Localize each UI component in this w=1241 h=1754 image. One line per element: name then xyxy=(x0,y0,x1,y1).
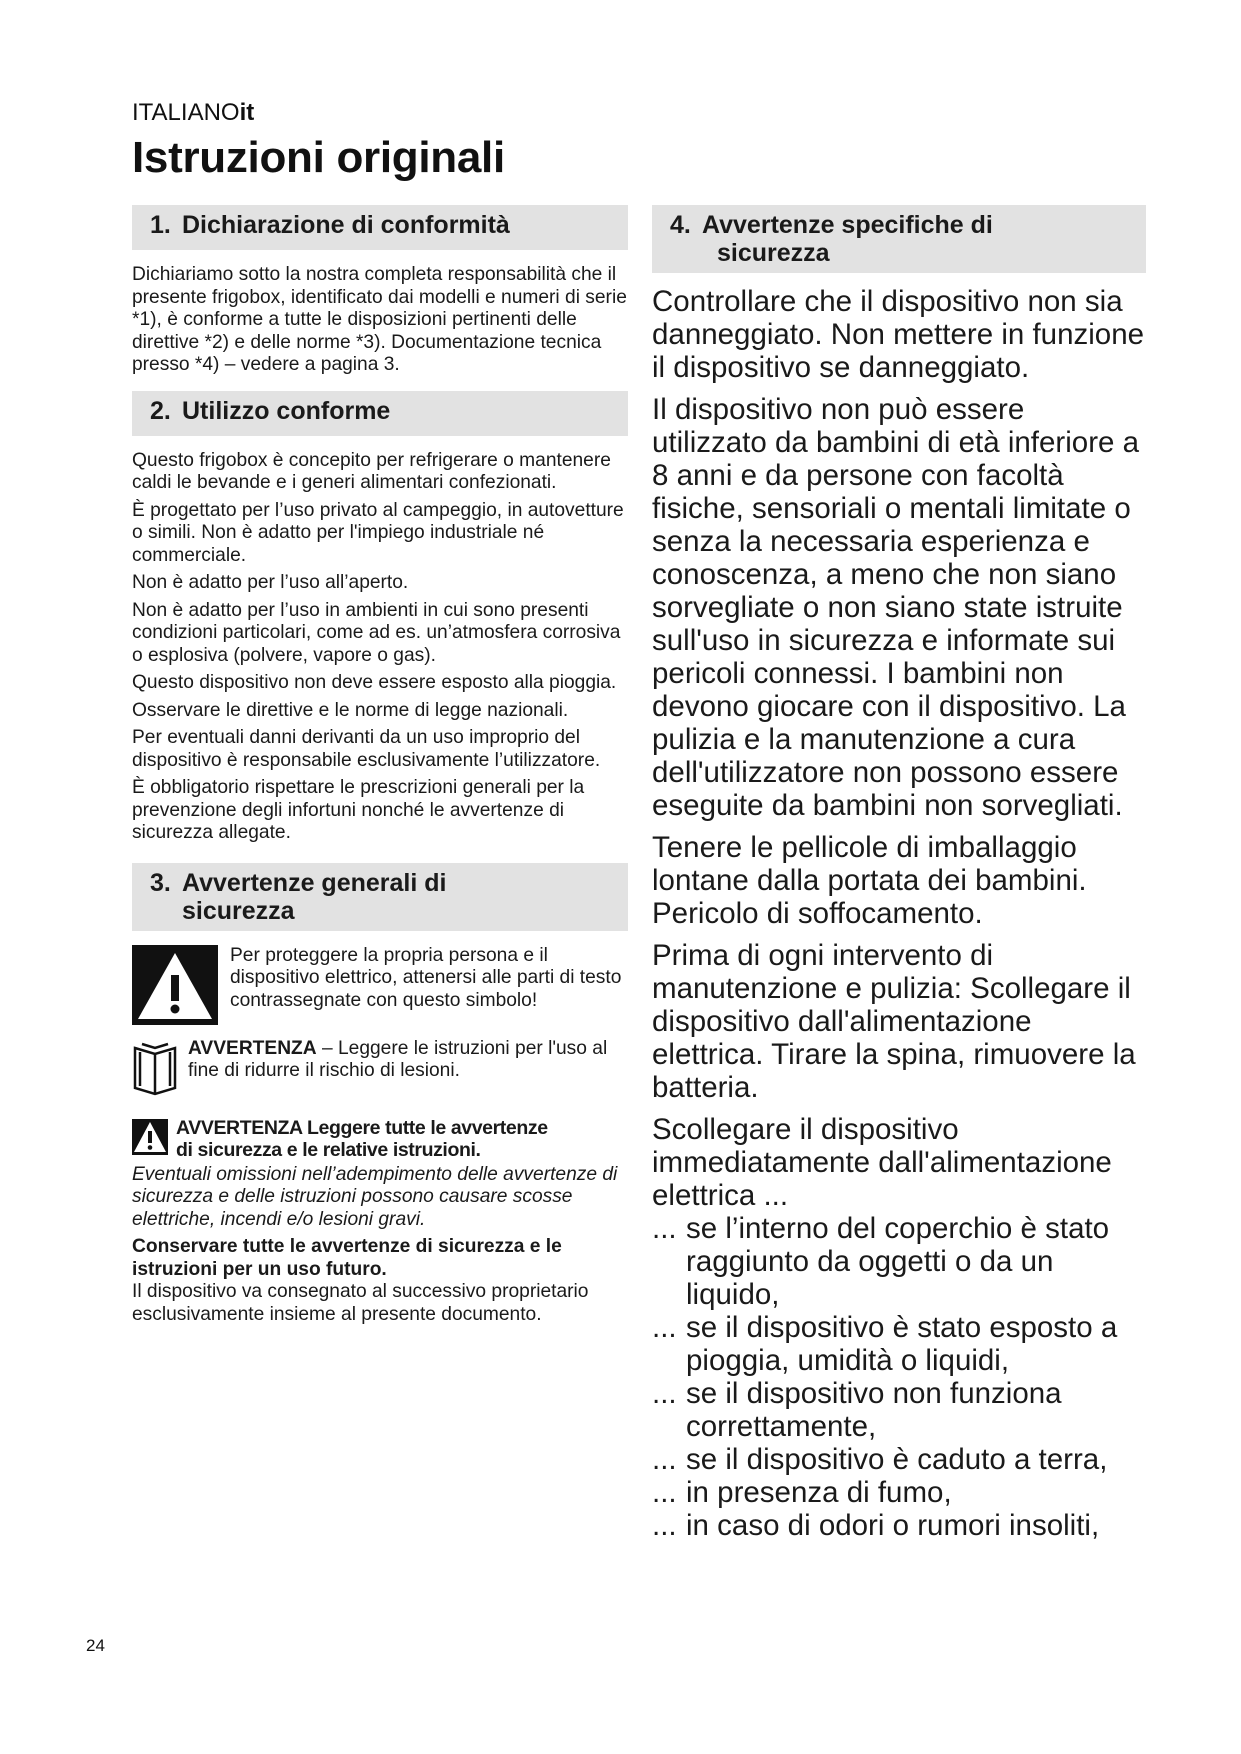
left-column xyxy=(132,205,628,1331)
list-item-text: in presenza di fumo, xyxy=(686,1476,952,1509)
list-prefix: ... xyxy=(652,1311,677,1344)
paragraph: Tenere le pellicole di imballaggio lontane dalla portata dei bambini. Pericolo di soffocamento. xyxy=(652,831,1087,930)
section-4-body xyxy=(652,285,1146,1542)
warning-heading-line: AVVERTENZA Leggere tutte le avvertenze xyxy=(176,1116,548,1139)
list-item xyxy=(652,1509,1146,1542)
list-prefix: ... xyxy=(652,1443,677,1476)
section-title: Dichiarazione di conformità xyxy=(182,211,510,239)
section-title-line: sicurezza xyxy=(717,239,830,267)
paragraph: È progettato per l’uso privato al campeggio, in autovetture o simili. Non è adatto per l'impiego industriale né commerciale. xyxy=(132,499,624,566)
list-item-text: se l’interno del coperchio è stato raggiunto da oggetti o da un liquido, xyxy=(686,1212,1110,1311)
list-item xyxy=(652,1443,1146,1476)
language-name: ITALIANO xyxy=(132,99,240,126)
symbol-explanation xyxy=(132,945,628,1030)
list-item xyxy=(652,1476,1146,1509)
general-warning xyxy=(132,1117,628,1162)
list-prefix: ... xyxy=(652,1509,677,1542)
section-3-heading xyxy=(132,863,628,931)
list-prefix: ... xyxy=(652,1476,677,1509)
paragraph: Non è adatto per l’uso in ambienti in cui sono presenti condizioni particolari, come ad es. un’atmosfera corrosiva o esplosiva (polvere, vapore o gas). xyxy=(132,599,621,666)
warning-heading-line: di sicurezza e le relative istruzioni. xyxy=(176,1139,481,1161)
section-1-body xyxy=(132,264,628,377)
paragraph: Questo dispositivo non deve essere esposto alla pioggia. xyxy=(132,672,617,693)
right-column xyxy=(652,205,1146,1542)
page-title: Istruzioni originali xyxy=(132,133,505,182)
symbol-description: Per proteggere la propria persona e il dispositivo elettrico, attenersi alle parti di testo contrassegnate con questo simbolo! xyxy=(230,944,622,1011)
general-warning-heading xyxy=(176,1117,548,1162)
section-title xyxy=(182,869,446,925)
omission-paragraph: Eventuali omissioni nell’adempimento delle avvertenze di sicurezza e delle istruzioni possono causare scosse elettriche, incendi e/o lesioni gravi. xyxy=(132,1163,618,1230)
list-item-text: se il dispositivo è caduto a terra, xyxy=(686,1443,1108,1476)
paragraph: Scollegare il dispositivo immediatamente dall'alimentazione elettrica ... xyxy=(652,1113,1112,1212)
manual-warning-text xyxy=(188,1038,628,1083)
section-3-body xyxy=(132,1164,628,1327)
paragraph: Controllare che il dispositivo non sia danneggiato. Non mettere in funzione il dispositivo se danneggiato. xyxy=(652,285,1145,384)
section-number: 3. xyxy=(150,868,171,897)
list-item-text: se il dispositivo non funziona correttamente, xyxy=(686,1377,1062,1443)
paragraph: Dichiariamo sotto la nostra completa responsabilità che il presente frigobox, identificato dai modelli e numeri di serie *1), è conforme a tutte le disposizioni pertinenti delle direttive *2) e delle norme *3). Documentazione tecnica presso *4) – vedere a pagina 3. xyxy=(132,264,627,375)
warning-triangle-icon xyxy=(132,945,218,1030)
list-item xyxy=(652,1377,1146,1443)
paragraph: Prima di ogni intervento di manutenzione e pulizia: Scollegare il dispositivo dall'alimentazione elettrica. Tirare la spina, rimuovere la batteria. xyxy=(652,939,1136,1104)
section-1-heading xyxy=(132,205,628,250)
section-title-line: Avvertenze specifiche di xyxy=(702,211,993,239)
warning-label: AVVERTENZA xyxy=(188,1037,317,1059)
section-number: 1. xyxy=(150,211,171,239)
paragraph: È obbligatorio rispettare le prescrizioni generali per la prevenzione degli infortuni nonché le avvertenze di sicurezza allegate. xyxy=(132,777,585,843)
page-number: 24 xyxy=(86,1636,105,1655)
section-2-heading xyxy=(132,391,628,436)
list-item-text: se il dispositivo è stato esposto a pioggia, umidità o liquidi, xyxy=(686,1311,1118,1377)
section-title: Utilizzo conforme xyxy=(182,396,391,425)
list-prefix: ... xyxy=(652,1212,677,1245)
read-manual-icon xyxy=(132,1038,178,1101)
manual-warning xyxy=(132,1038,628,1101)
list-prefix: ... xyxy=(652,1377,677,1410)
section-title-line: sicurezza xyxy=(182,896,295,925)
paragraph: Questo frigobox è concepito per refrigerare o mantenere caldi le bevande e i generi alimentari confezionati. xyxy=(132,449,611,493)
section-number: 4. xyxy=(670,211,691,239)
list-item xyxy=(652,1311,1146,1377)
language-label xyxy=(132,99,254,127)
section-title xyxy=(702,211,993,267)
paragraph: Osservare le direttive e le norme di legge nazionali. xyxy=(132,699,569,721)
paragraph: Non è adatto per l’uso all’aperto. xyxy=(132,572,409,593)
paragraph: Per eventuali danni derivanti da un uso improprio del dispositivo è responsabile esclusivamente l’utilizzatore. xyxy=(132,727,601,771)
warning-triangle-small-icon xyxy=(132,1119,168,1160)
language-code: it xyxy=(239,99,255,126)
list-item-text: in caso di odori o rumori insoliti, xyxy=(686,1509,1100,1542)
section-4-heading xyxy=(652,205,1146,273)
section-number: 2. xyxy=(150,396,171,425)
keep-instructions-paragraph: Conservare tutte le avvertenze di sicurezza e le istruzioni per un uso futuro. xyxy=(132,1236,562,1280)
warning-text: – Leggere le istruzioni per l'uso al fine di ridurre il rischio di lesioni. xyxy=(188,1037,608,1081)
handover-paragraph: Il dispositivo va consegnato al successivo proprietario esclusivamente insieme al presente documento. xyxy=(132,1281,589,1325)
paragraph: Il dispositivo non può essere utilizzato da bambini di età inferiore a 8 anni e da persone con facoltà fisiche, sensoriali o mentali limitate o senza la necessaria esperienza e conoscenza, a meno che non siano sorvegliate o non siano state istruite sull'uso in sicurezza e informate sui pericoli connessi. I bambini non devono giocare con il dispositivo. La pulizia e la manutenzione a cura dell'utilizzatore non possono essere eseguite da bambini non sorvegliati. xyxy=(652,393,1140,822)
list-item xyxy=(652,1212,1146,1311)
section-title-line: Avvertenze generali di xyxy=(182,868,447,897)
section-2-body xyxy=(132,450,628,845)
